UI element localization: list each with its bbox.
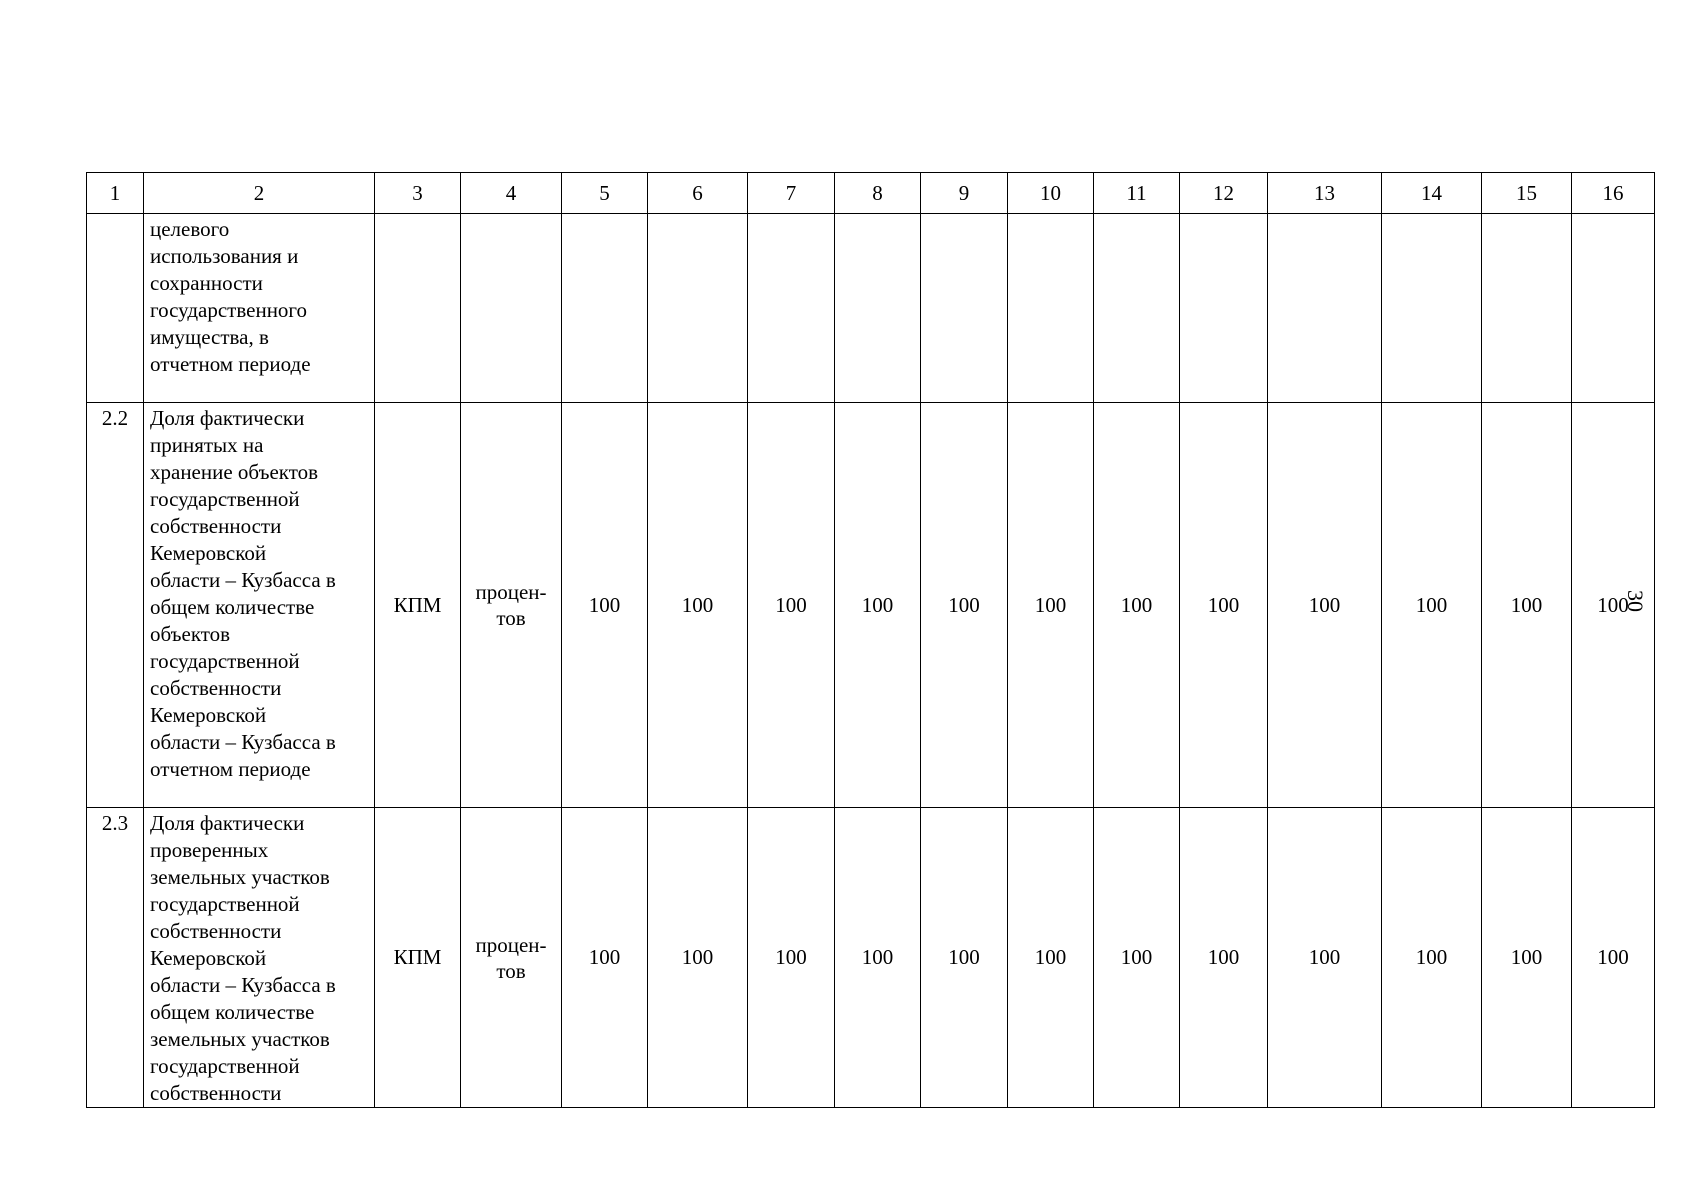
value-cell: 100 [1572,403,1655,808]
value-cell: 100 [835,808,921,1108]
header-cell: 11 [1094,173,1180,214]
value-cell: 100 [1482,403,1572,808]
row-number-cell: 2.3 [87,808,144,1108]
value-cell: 100 [1094,808,1180,1108]
indicator-type-cell: КПМ [375,808,461,1108]
value-cell [1572,214,1655,403]
value-cell: 100 [562,808,648,1108]
value-cell: 100 [921,808,1008,1108]
value-cell: 100 [1008,808,1094,1108]
value-cell: 100 [748,403,835,808]
unit-cell: процен- тов [461,403,562,808]
header-cell: 16 [1572,173,1655,214]
header-cell: 4 [461,173,562,214]
header-cell: 8 [835,173,921,214]
header-cell: 6 [648,173,748,214]
value-cell: 100 [921,403,1008,808]
row-number-cell [87,214,144,403]
value-cell: 100 [1180,808,1268,1108]
value-cell: 100 [1268,808,1382,1108]
header-cell: 7 [748,173,835,214]
value-cell [1008,214,1094,403]
header-cell: 12 [1180,173,1268,214]
header-cell: 10 [1008,173,1094,214]
value-cell [648,214,748,403]
table-row [87,808,1655,1108]
indicator-name-cell: Доля фактически проверенных земельных участков государственной собственности Кемеровской области – Кузбасса в общем количестве земельных участков государственной собственности [144,808,375,1108]
indicator-name-cell: Доля фактически принятых на хранение объектов государственной собственности Кемеровской области – Кузбасса в общем количестве объектов государственной собственности Кемеровской области – Кузбасса в отчетном периоде [144,403,375,808]
table-row [87,214,1655,403]
value-cell [835,214,921,403]
value-cell: 100 [835,403,921,808]
value-cell: 100 [1482,808,1572,1108]
unit-cell [461,214,562,403]
value-cell [921,214,1008,403]
value-cell: 100 [648,808,748,1108]
header-cell: 15 [1482,173,1572,214]
indicator-type-cell [375,214,461,403]
header-cell: 5 [562,173,648,214]
value-cell [1382,214,1482,403]
indicator-table [86,172,1655,1108]
value-cell: 100 [748,808,835,1108]
value-cell [748,214,835,403]
table-body [87,214,1655,1108]
header-cell: 1 [87,173,144,214]
indicator-type-cell: КПМ [375,403,461,808]
value-cell [562,214,648,403]
value-cell: 100 [1382,403,1482,808]
unit-cell: процен- тов [461,808,562,1108]
header-cell: 9 [921,173,1008,214]
indicator-name-cell: целевого использования и сохранности государственного имущества, в отчетном периоде [144,214,375,403]
header-cell: 13 [1268,173,1382,214]
value-cell [1268,214,1382,403]
value-cell: 100 [1008,403,1094,808]
value-cell: 100 [1094,403,1180,808]
value-cell: 100 [1180,403,1268,808]
value-cell [1180,214,1268,403]
value-cell: 100 [1572,808,1655,1108]
page-number: 30 [1623,590,1648,612]
value-cell: 100 [1382,808,1482,1108]
value-cell: 100 [1268,403,1382,808]
table-row [87,403,1655,808]
value-cell [1094,214,1180,403]
row-number-cell: 2.2 [87,403,144,808]
value-cell [1482,214,1572,403]
value-cell: 100 [562,403,648,808]
header-cell: 14 [1382,173,1482,214]
header-cell: 2 [144,173,375,214]
header-cell: 3 [375,173,461,214]
header-row [87,173,1655,214]
value-cell: 100 [648,403,748,808]
